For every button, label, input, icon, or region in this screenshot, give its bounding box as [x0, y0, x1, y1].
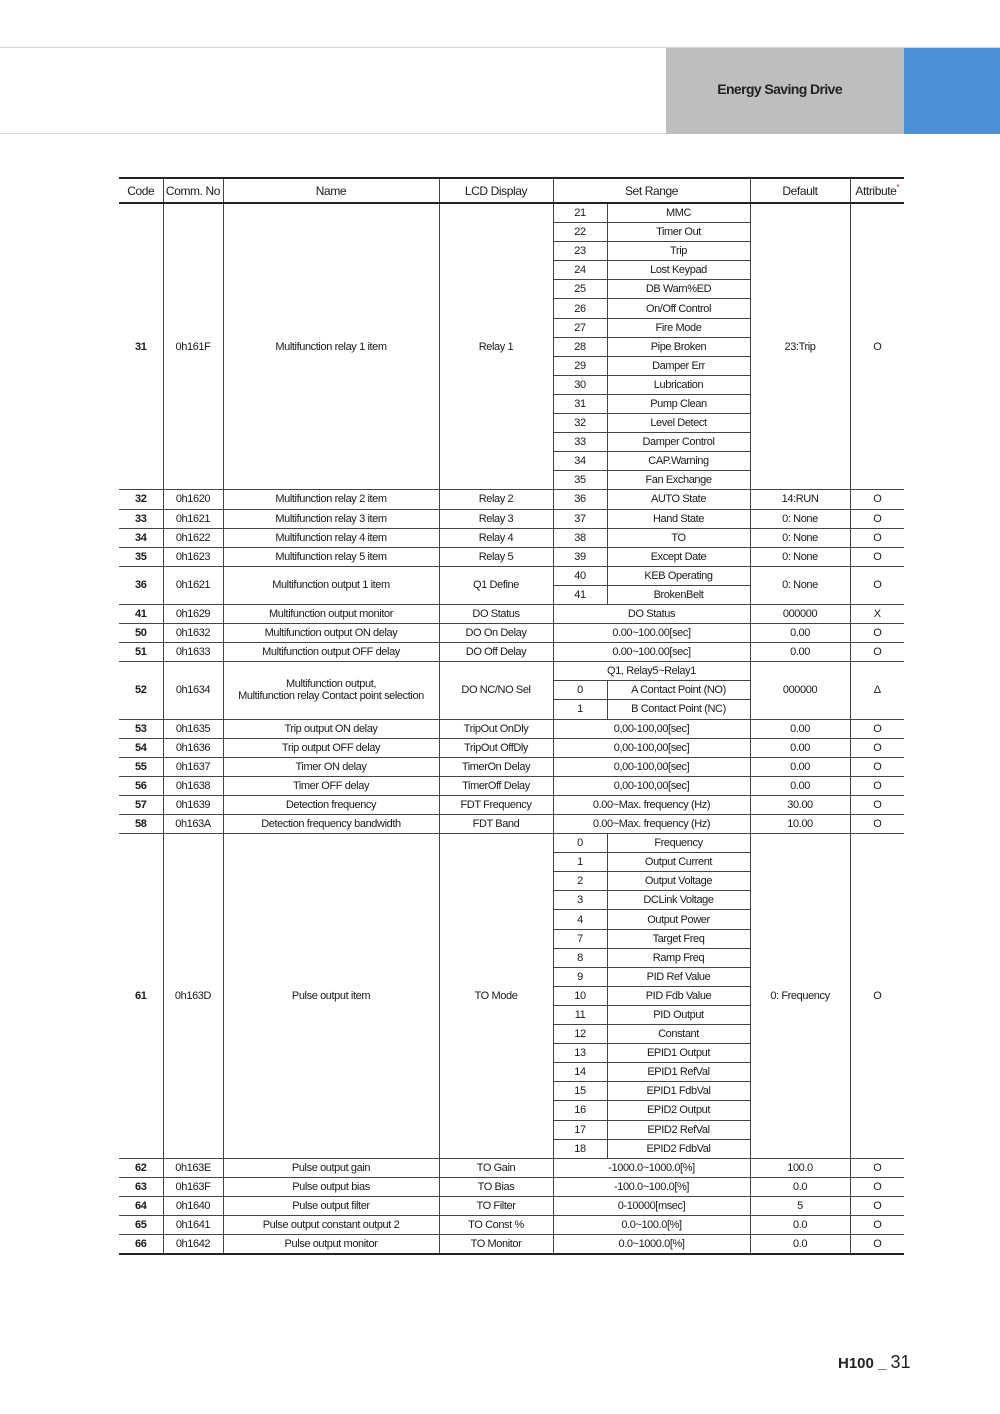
attribute-footnote-mark: * [896, 183, 900, 192]
cell-set-range: 0.0~1000.0[%] [553, 1235, 750, 1255]
cell-attribute: O [850, 624, 904, 643]
cell-option-value: 0 [553, 834, 607, 853]
cell-option-label: CAP.Warning [607, 452, 750, 471]
cell-option-value: 1 [553, 853, 607, 872]
cell-set-range: -1000.0~1000.0[%] [553, 1158, 750, 1177]
cell-option-value: 36 [553, 490, 607, 509]
table-row [119, 1235, 904, 1255]
cell-option-value: 39 [553, 547, 607, 566]
cell-default: 100.0 [750, 1158, 850, 1177]
cell-option-value: 21 [553, 203, 607, 223]
cell-name: Pulse output filter [223, 1196, 439, 1215]
cell-option-label: Timer Out [607, 223, 750, 242]
cell-option-label: A Contact Point (NO) [607, 681, 750, 700]
cell-code: 66 [119, 1235, 163, 1255]
cell-comm-no: 0h1635 [163, 719, 223, 738]
cell-name: Pulse output monitor [223, 1235, 439, 1255]
cell-option-label: Output Power [607, 910, 750, 929]
cell-option-value: 25 [553, 280, 607, 299]
cell-lcd-display: TO Monitor [439, 1235, 553, 1255]
cell-option-value: 27 [553, 318, 607, 337]
cell-option-label: TO [607, 528, 750, 547]
cell-option-label: B Contact Point (NC) [607, 700, 750, 719]
cell-comm-no: 0h1623 [163, 547, 223, 566]
cell-option-value: 31 [553, 394, 607, 413]
cell-default: 0.0 [750, 1177, 850, 1196]
cell-option-label: Pump Clean [607, 394, 750, 413]
cell-comm-no: 0h1636 [163, 738, 223, 757]
cell-lcd-display: FDT Band [439, 815, 553, 834]
cell-attribute: O [850, 1196, 904, 1215]
cell-set-range: 0,00-100,00[sec] [553, 738, 750, 757]
cell-option-value: 13 [553, 1044, 607, 1063]
cell-set-range: 0.0~100.0[%] [553, 1215, 750, 1234]
cell-lcd-display: DO On Delay [439, 624, 553, 643]
cell-option-value: 41 [553, 585, 607, 604]
cell-lcd-display: TO Bias [439, 1177, 553, 1196]
cell-option-label: Ramp Freq [607, 948, 750, 967]
cell-option-value: 29 [553, 356, 607, 375]
cell-code: 57 [119, 795, 163, 814]
cell-option-label: Damper Control [607, 433, 750, 452]
cell-option-value: 38 [553, 528, 607, 547]
col-header-comm-no: Comm. No [163, 178, 223, 203]
cell-option-value: 7 [553, 929, 607, 948]
cell-default: 0.00 [750, 624, 850, 643]
footer-separator: _ [878, 1355, 887, 1372]
cell-option-value: 33 [553, 433, 607, 452]
cell-name: Detection frequency bandwidth [223, 815, 439, 834]
cell-name: Timer OFF delay [223, 776, 439, 795]
cell-attribute: O [850, 834, 904, 1159]
table-row [119, 643, 904, 662]
cell-name: Multifunction output OFF delay [223, 643, 439, 662]
cell-option-value: 4 [553, 910, 607, 929]
cell-name: Detection frequency [223, 795, 439, 814]
cell-option-label: BrokenBelt [607, 585, 750, 604]
cell-name-line2: Multifunction relay Contact point selection [238, 690, 424, 703]
cell-comm-no: 0h1621 [163, 566, 223, 604]
cell-option-value: 18 [553, 1139, 607, 1158]
table-row [119, 490, 904, 509]
cell-comm-no: 0h1640 [163, 1196, 223, 1215]
cell-comm-no: 0h1642 [163, 1235, 223, 1255]
cell-comm-no: 0h163E [163, 1158, 223, 1177]
cell-lcd-display: TimerOn Delay [439, 757, 553, 776]
cell-attribute: O [850, 738, 904, 757]
cell-code: 36 [119, 566, 163, 604]
cell-option-value: 34 [553, 452, 607, 471]
table-row [119, 547, 904, 566]
cell-attribute: O [850, 643, 904, 662]
cell-attribute: O [850, 815, 904, 834]
cell-lcd-display: Relay 4 [439, 528, 553, 547]
cell-comm-no: 0h1634 [163, 662, 223, 719]
cell-option-label: Fan Exchange [607, 471, 750, 490]
cell-code: 50 [119, 624, 163, 643]
cell-option-label: Lost Keypad [607, 261, 750, 280]
cell-option-label: PID Fdb Value [607, 986, 750, 1005]
cell-name: Multifunction relay 3 item [223, 509, 439, 528]
cell-code: 35 [119, 547, 163, 566]
cell-code: 54 [119, 738, 163, 757]
cell-name: Pulse output item [223, 834, 439, 1159]
cell-name-line1: Multifunction output, [285, 678, 377, 691]
cell-option-label: Constant [607, 1025, 750, 1044]
cell-attribute: O [850, 547, 904, 566]
cell-name: Trip output OFF delay [223, 738, 439, 757]
cell-default: 14:RUN [750, 490, 850, 509]
table-row [119, 1177, 904, 1196]
cell-default: 0: None [750, 509, 850, 528]
section-title: Energy Saving Drive [717, 81, 842, 97]
cell-code: 58 [119, 815, 163, 834]
cell-option-label: EPID2 RefVal [607, 1120, 750, 1139]
cell-option-label: KEB Operating [607, 566, 750, 585]
cell-attribute: O [850, 719, 904, 738]
cell-lcd-display: TripOut OffDly [439, 738, 553, 757]
header-bottom-rule [0, 133, 666, 134]
cell-option-label: Level Detect [607, 414, 750, 433]
cell-code: 53 [119, 719, 163, 738]
cell-default: 0.00 [750, 757, 850, 776]
cell-set-range: 0.00~Max. frequency (Hz) [553, 795, 750, 814]
cell-name: Timer ON delay [223, 757, 439, 776]
cell-attribute: O [850, 1177, 904, 1196]
cell-option-value: 37 [553, 509, 607, 528]
cell-option-value: 0 [553, 681, 607, 700]
col-header-default: Default [750, 178, 850, 203]
table-row [119, 795, 904, 814]
cell-option-label: Fire Mode [607, 318, 750, 337]
cell-name: Multifunction output ON delay [223, 624, 439, 643]
table-row [119, 604, 904, 623]
cell-comm-no: 0h163F [163, 1177, 223, 1196]
cell-option-label: EPID2 Output [607, 1101, 750, 1120]
cell-option-label: EPID2 FdbVal [607, 1139, 750, 1158]
cell-lcd-display: TimerOff Delay [439, 776, 553, 795]
col-header-lcd-display: LCD Display [439, 178, 553, 203]
cell-option-value: 15 [553, 1082, 607, 1101]
cell-attribute: O [850, 1235, 904, 1255]
cell-option-label: EPID1 RefVal [607, 1063, 750, 1082]
page-footer [838, 1352, 911, 1373]
cell-default: 23:Trip [750, 203, 850, 490]
cell-comm-no: 0h1632 [163, 624, 223, 643]
cell-option-label: Trip [607, 242, 750, 261]
cell-attribute: O [850, 528, 904, 547]
cell-code: 41 [119, 604, 163, 623]
cell-set-range-heading: Q1, Relay5~Relay1 [553, 662, 750, 681]
cell-code: 63 [119, 1177, 163, 1196]
cell-option-label: DB Warn%ED [607, 280, 750, 299]
cell-option-value: 40 [553, 566, 607, 585]
cell-comm-no: 0h1641 [163, 1215, 223, 1234]
table-row [119, 624, 904, 643]
cell-name: Pulse output constant output 2 [223, 1215, 439, 1234]
cell-option-label: EPID1 FdbVal [607, 1082, 750, 1101]
table-row [119, 566, 904, 585]
cell-code: 61 [119, 834, 163, 1159]
cell-attribute: O [850, 566, 904, 604]
cell-code: 64 [119, 1196, 163, 1215]
cell-option-value: 24 [553, 261, 607, 280]
cell-default: 0.0 [750, 1235, 850, 1255]
cell-default: 0.00 [750, 738, 850, 757]
cell-lcd-display: DO Status [439, 604, 553, 623]
cell-option-label: Pipe Broken [607, 337, 750, 356]
cell-option-label: Lubrication [607, 375, 750, 394]
cell-option-value: 12 [553, 1025, 607, 1044]
cell-option-value: 14 [553, 1063, 607, 1082]
cell-attribute: O [850, 203, 904, 490]
cell-option-value: 26 [553, 299, 607, 318]
cell-attribute: X [850, 604, 904, 623]
cell-code: 65 [119, 1215, 163, 1234]
cell-option-label: On/Off Control [607, 299, 750, 318]
cell-option-label: Damper Err [607, 356, 750, 375]
cell-option-value: 10 [553, 986, 607, 1005]
cell-option-value: 11 [553, 1005, 607, 1024]
cell-name: Multifunction output monitor [223, 604, 439, 623]
table-row [119, 509, 904, 528]
cell-set-range: -100.0~100.0[%] [553, 1177, 750, 1196]
table-row [119, 738, 904, 757]
cell-set-range: 0.00~100.00[sec] [553, 643, 750, 662]
cell-option-label: Output Voltage [607, 872, 750, 891]
table-header-row [119, 178, 904, 203]
cell-option-value: 32 [553, 414, 607, 433]
cell-option-label: Frequency [607, 834, 750, 853]
table-row [119, 719, 904, 738]
cell-lcd-display: Relay 1 [439, 203, 553, 490]
cell-option-value: 23 [553, 242, 607, 261]
cell-default: 0.0 [750, 1215, 850, 1234]
cell-option-value: 22 [553, 223, 607, 242]
cell-attribute: O [850, 795, 904, 814]
cell-comm-no: 0h1639 [163, 795, 223, 814]
cell-default: 0.00 [750, 776, 850, 795]
table-row [119, 1196, 904, 1215]
cell-code: 51 [119, 643, 163, 662]
cell-default: 000000 [750, 604, 850, 623]
col-header-code: Code [119, 178, 163, 203]
section-header [666, 48, 904, 134]
cell-comm-no: 0h1637 [163, 757, 223, 776]
cell-lcd-display: DO Off Delay [439, 643, 553, 662]
table-row [119, 1215, 904, 1234]
cell-lcd-display: TO Mode [439, 834, 553, 1159]
parameter-table [119, 177, 904, 1255]
cell-set-range: 0,00-100,00[sec] [553, 776, 750, 795]
cell-name: Pulse output gain [223, 1158, 439, 1177]
cell-comm-no: 0h1633 [163, 643, 223, 662]
cell-option-label: EPID1 Output [607, 1044, 750, 1063]
cell-comm-no: 0h1638 [163, 776, 223, 795]
cell-option-value: 16 [553, 1101, 607, 1120]
page-number: 31 [890, 1352, 911, 1372]
cell-option-value: 1 [553, 700, 607, 719]
cell-comm-no: 0h163A [163, 815, 223, 834]
cell-lcd-display: TO Filter [439, 1196, 553, 1215]
cell-attribute: O [850, 776, 904, 795]
table-row [119, 662, 904, 681]
cell-set-range: 0.00~Max. frequency (Hz) [553, 815, 750, 834]
cell-lcd-display: TripOut OnDly [439, 719, 553, 738]
cell-code: 55 [119, 757, 163, 776]
table-row [119, 834, 904, 853]
cell-option-value: 17 [553, 1120, 607, 1139]
cell-option-label: MMC [607, 203, 750, 223]
attribute-header-label: Attribute [855, 184, 897, 198]
cell-name: Pulse output bias [223, 1177, 439, 1196]
cell-option-value: 8 [553, 948, 607, 967]
cell-option-label: Except Date [607, 547, 750, 566]
cell-attribute: O [850, 757, 904, 776]
cell-option-value: 9 [553, 967, 607, 986]
cell-comm-no: 0h161F [163, 203, 223, 490]
cell-option-label: Target Freq [607, 929, 750, 948]
cell-set-range: DO Status [553, 604, 750, 623]
cell-lcd-display: DO NC/NO Sel [439, 662, 553, 719]
cell-comm-no: 0h1629 [163, 604, 223, 623]
cell-attribute: O [850, 1215, 904, 1234]
cell-code: 62 [119, 1158, 163, 1177]
cell-name: Multifunction relay 2 item [223, 490, 439, 509]
cell-set-range: 0,00-100,00[sec] [553, 719, 750, 738]
cell-default: 0.00 [750, 643, 850, 662]
cell-default: 0: None [750, 566, 850, 604]
cell-default: 10.00 [750, 815, 850, 834]
cell-code: 31 [119, 203, 163, 490]
cell-option-label: DCLink Voltage [607, 891, 750, 910]
cell-attribute: O [850, 1158, 904, 1177]
cell-default: 0: Frequency [750, 834, 850, 1159]
cell-name: Multifunction relay 4 item [223, 528, 439, 547]
cell-default: 0: None [750, 528, 850, 547]
table-row [119, 776, 904, 795]
cell-name: Multifunction output 1 item [223, 566, 439, 604]
cell-comm-no: 0h1620 [163, 490, 223, 509]
cell-default: 0.00 [750, 719, 850, 738]
cell-lcd-display: Relay 2 [439, 490, 553, 509]
header-accent-tab [904, 48, 1000, 134]
table-row [119, 1158, 904, 1177]
cell-lcd-display: TO Const % [439, 1215, 553, 1234]
col-header-set-range: Set Range [553, 178, 750, 203]
cell-lcd-display: Q1 Define [439, 566, 553, 604]
cell-code: 34 [119, 528, 163, 547]
cell-attribute: Δ [850, 662, 904, 719]
cell-comm-no: 0h1622 [163, 528, 223, 547]
col-header-attribute [850, 178, 904, 203]
cell-option-value: 30 [553, 375, 607, 394]
table-row [119, 815, 904, 834]
cell-code: 32 [119, 490, 163, 509]
cell-name: Multifunction relay 1 item [223, 203, 439, 490]
table-row [119, 528, 904, 547]
cell-set-range: 0.00~100.00[sec] [553, 624, 750, 643]
table-row [119, 757, 904, 776]
cell-name: Trip output ON delay [223, 719, 439, 738]
cell-option-value: 35 [553, 471, 607, 490]
cell-comm-no: 0h1621 [163, 509, 223, 528]
cell-option-value: 3 [553, 891, 607, 910]
cell-option-label: Output Current [607, 853, 750, 872]
cell-code: 56 [119, 776, 163, 795]
cell-set-range: 0,00-100,00[sec] [553, 757, 750, 776]
cell-code: 33 [119, 509, 163, 528]
cell-lcd-display: Relay 5 [439, 547, 553, 566]
cell-option-value: 28 [553, 337, 607, 356]
cell-option-label: PID Output [607, 1005, 750, 1024]
cell-name [223, 662, 439, 719]
cell-lcd-display: Relay 3 [439, 509, 553, 528]
table-row [119, 203, 904, 223]
cell-default: 30.00 [750, 795, 850, 814]
cell-default: 0: None [750, 547, 850, 566]
cell-set-range: 0-10000[msec] [553, 1196, 750, 1215]
cell-comm-no: 0h163D [163, 834, 223, 1159]
cell-name: Multifunction relay 5 item [223, 547, 439, 566]
cell-lcd-display: FDT Frequency [439, 795, 553, 814]
cell-attribute: O [850, 490, 904, 509]
cell-option-value: 2 [553, 872, 607, 891]
cell-default: 000000 [750, 662, 850, 719]
col-header-name: Name [223, 178, 439, 203]
cell-option-label: PID Ref Value [607, 967, 750, 986]
cell-option-label: AUTO State [607, 490, 750, 509]
cell-option-label: Hand State [607, 509, 750, 528]
cell-lcd-display: TO Gain [439, 1158, 553, 1177]
cell-default: 5 [750, 1196, 850, 1215]
cell-code: 52 [119, 662, 163, 719]
cell-attribute: O [850, 509, 904, 528]
product-name: H100 [838, 1355, 874, 1372]
